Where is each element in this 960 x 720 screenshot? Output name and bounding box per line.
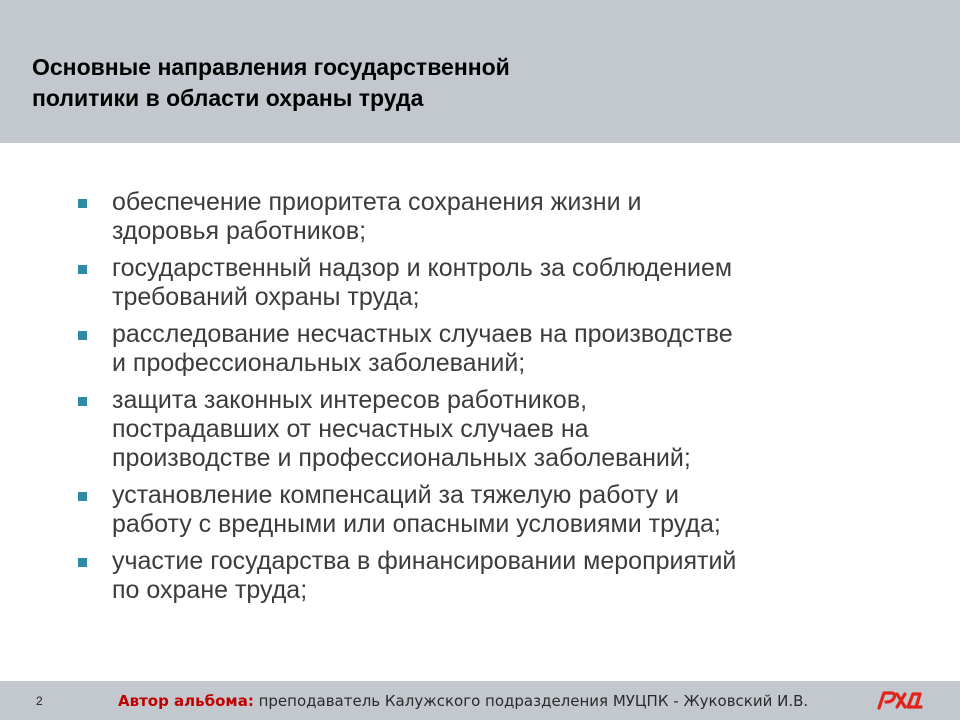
bullet-list: [70, 188, 910, 613]
list-item: [70, 481, 910, 539]
slide-footer: [0, 681, 960, 720]
square-bullet-icon: [78, 558, 87, 567]
list-item: [70, 386, 910, 473]
list-item-line: по охране труда;: [112, 576, 308, 604]
list-item-line: и профессиональных заболеваний;: [112, 349, 526, 377]
list-item-line: установление компенсаций за тяжелую работу и: [112, 481, 679, 509]
list-item: [70, 254, 910, 312]
list-item-line: здоровья работников;: [112, 217, 367, 245]
list-item-line: государственный надзор и контроль за соблюдением: [112, 254, 733, 282]
rzd-logo: [876, 689, 924, 711]
list-item-line: требований охраны труда;: [112, 283, 420, 311]
square-bullet-icon: [78, 331, 87, 340]
author-label: Автор альбома:: [118, 692, 254, 710]
square-bullet-icon: [78, 397, 87, 406]
author-text: преподаватель Калужского подразделения МУЦПК - Жуковский И.В.: [253, 692, 809, 710]
list-item-line: участие государства в финансировании мероприятий: [112, 547, 737, 575]
list-item: [70, 188, 910, 246]
slide-title: [32, 52, 672, 114]
slide-title-line-2: политики в области охраны труда: [32, 85, 424, 111]
list-item-line: обеспечение приоритета сохранения жизни и: [112, 188, 642, 216]
slide-header: [0, 0, 960, 143]
square-bullet-icon: [78, 265, 87, 274]
page-number: 2: [36, 694, 43, 708]
list-item-line: пострадавших от несчастных случаев на: [112, 415, 589, 443]
slide-title-line-1: Основные направления государственной: [32, 54, 510, 80]
list-item-line: защита законных интересов работников,: [112, 386, 588, 414]
list-item: [70, 547, 910, 605]
list-item-line: производстве и профессиональных заболеваний;: [112, 444, 691, 472]
square-bullet-icon: [78, 199, 87, 208]
author-credit: [118, 692, 808, 710]
list-item: [70, 320, 910, 378]
square-bullet-icon: [78, 492, 87, 501]
list-item-line: расследование несчастных случаев на производстве: [112, 320, 733, 348]
list-item-line: работу с вредными или опасными условиями труда;: [112, 510, 721, 538]
